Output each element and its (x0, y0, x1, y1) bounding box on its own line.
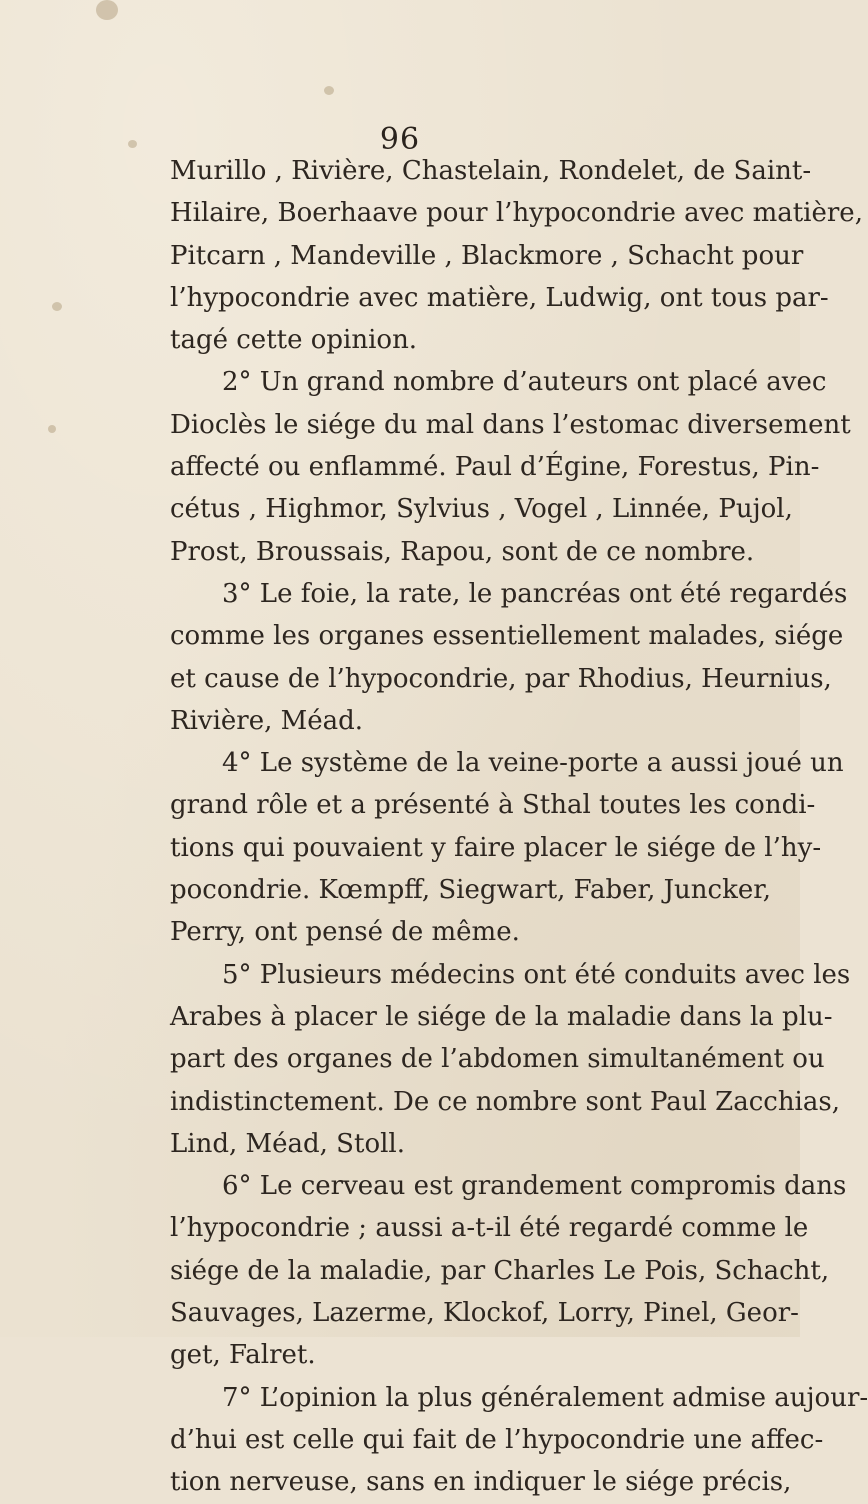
text-line: 7° L’opinion la plus généralement admise aujour- (222, 1382, 868, 1413)
foxing-spot (324, 86, 334, 95)
text-line: tagé cette opinion. (170, 325, 418, 356)
text-line: pocondrie. Kœmpff, Siegwart, Faber, Juncker, (170, 875, 772, 906)
text-line: tions qui pouvaient y faire placer le siége de l’hy- (170, 832, 822, 863)
page-number: 96 (379, 122, 421, 157)
page-body-text (170, 150, 868, 1504)
text-line: part des organes de l’abdomen simultanément ou (170, 1044, 825, 1075)
text-line: Dioclès le siége du mal dans l’estomac diversement (170, 409, 851, 440)
text-line: cétus , Highmor, Sylvius , Vogel , Linnée, Pujol, (170, 494, 793, 525)
text-line: Arabes à placer le siége de la maladie dans la plu- (170, 1001, 833, 1032)
text-line: l’hypocondrie avec matière, Ludwig, ont tous par- (170, 282, 829, 313)
text-line: Sauvages, Lazerme, Klockof, Lorry, Pinel, Geor- (170, 1298, 799, 1329)
text-line: Hilaire, Boerhaave pour l’hypocondrie avec matière, (170, 198, 863, 229)
text-line: 4° Le système de la veine-porte a aussi joué un (222, 748, 844, 779)
text-line: Murillo , Rivière, Chastelain, Rondelet, de Saint- (170, 156, 812, 186)
text-line: l’hypocondrie ; aussi a-t-il été regardé comme le (170, 1213, 809, 1244)
text-line: comme les organes essentiellement malades, siége (170, 621, 844, 652)
text-line: 2° Un grand nombre d’auteurs ont placé avec (222, 367, 827, 398)
foxing-spot (52, 302, 62, 311)
text-line: indistinctement. De ce nombre sont Paul Zacchias, (170, 1086, 840, 1117)
text-line: 5° Plusieurs médecins ont été conduits avec les (222, 959, 851, 990)
text-line: get, Falret. (170, 1340, 316, 1371)
text-line: Perry, ont pensé de même. (170, 917, 520, 948)
text-line: et cause de l’hypocondrie, par Rhodius, Heurnius, (170, 663, 832, 694)
text-line: affecté ou enflammé. Paul d’Égine, Forestus, Pin- (170, 452, 820, 483)
foxing-spot (96, 0, 118, 20)
text-line: tion nerveuse, sans en indiquer le siége précis, (170, 1467, 792, 1498)
text-line: Rivière, Méad. (170, 705, 364, 736)
text-line: 6° Le cerveau est grandement compromis dans (222, 1171, 847, 1202)
foxing-spot (48, 425, 56, 433)
text-line: Lind, Méad, Stoll. (170, 1128, 405, 1159)
text-line: Pitcarn , Mandeville , Blackmore , Schacht pour (170, 240, 804, 271)
text-line: 3° Le foie, la rate, le pancréas ont été regardés (222, 578, 848, 609)
text-line: grand rôle et a présenté à Sthal toutes les condi- (170, 790, 816, 821)
text-line: Prost, Broussais, Rapou, sont de ce nombre. (170, 536, 755, 567)
text-line: siége de la maladie, par Charles Le Pois, Schacht, (170, 1255, 830, 1286)
text-line: d’hui est celle qui fait de l’hypocondrie une affec- (170, 1424, 824, 1455)
